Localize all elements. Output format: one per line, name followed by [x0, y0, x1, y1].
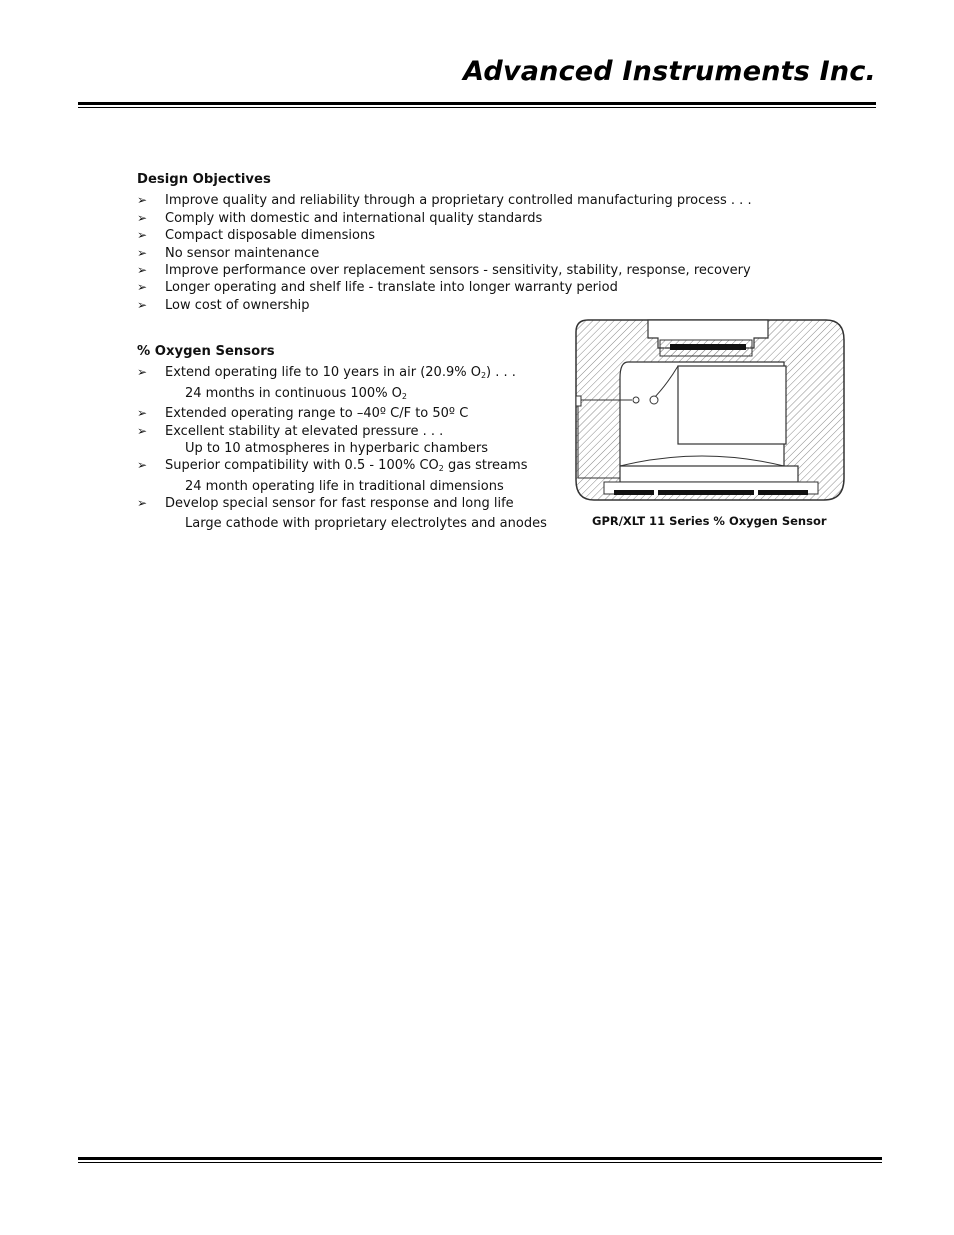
- arrow-bullet-icon: ➢: [137, 458, 148, 473]
- footer-rule-thin: [78, 1162, 882, 1163]
- list-item: ➢ Excellent stability at elevated pressure . . .: [137, 423, 444, 439]
- design-objectives-heading: Design Objectives: [137, 172, 271, 187]
- footer-rule: [78, 1157, 882, 1160]
- list-item: ➢ Develop special sensor for fast response and long life: [137, 496, 514, 512]
- oxygen-sensors-heading: % Oxygen Sensors: [137, 344, 275, 359]
- sensing-membrane: [670, 344, 746, 350]
- arrow-bullet-icon: ➢: [137, 193, 148, 208]
- arrow-bullet-icon: ➢: [137, 210, 148, 225]
- arrow-bullet-icon: ➢: [137, 406, 148, 421]
- list-item: ➢ Superior compatibility with 0.5 - 100% $CO_2$ gas streams: [137, 458, 528, 474]
- arrow-bullet-icon: ➢: [137, 245, 148, 260]
- arrow-bullet-icon: ➢: [137, 496, 148, 511]
- list-item: ➢ Compact disposable dimensions: [137, 228, 375, 244]
- list-item: ➢ Extend operating life to 10 years in air (20.9% $O_2$) . . .: [137, 365, 516, 381]
- list-item: ➢ No sensor maintenance: [137, 245, 320, 261]
- list-item: ➢ Improve quality and reliability through a proprietary controlled manufacturing process . . .: [137, 193, 752, 209]
- arrow-bullet-icon: ➢: [137, 280, 148, 295]
- header-rule: [78, 102, 876, 105]
- list-item-detail: Large cathode with proprietary electrolytes and anodes: [185, 515, 547, 531]
- bottom-contact-plate: [614, 490, 808, 495]
- arrow-bullet-icon: ➢: [137, 423, 148, 438]
- contact-point: [650, 396, 658, 404]
- oxygen-sensor-diagram: [574, 318, 846, 504]
- list-item: ➢ Low cost of ownership: [137, 297, 310, 313]
- list-item: ➢ Comply with domestic and international quality standards: [137, 210, 543, 226]
- arrow-bullet-icon: ➢: [137, 365, 148, 380]
- arrow-bullet-icon: ➢: [137, 263, 148, 278]
- list-item-detail: 24 months in continuous 100% $O_2$: [185, 385, 408, 401]
- header-rule-thin: [78, 107, 876, 108]
- design-objectives-list: [137, 192, 752, 314]
- list-item: ➢ Extended operating range to –40º C/F to 50º C: [137, 406, 469, 422]
- list-item: ➢ Longer operating and shelf life - translate into longer warranty period: [137, 280, 618, 296]
- cathode-plate: [620, 466, 798, 482]
- list-item-detail: 24 month operating life in traditional dimensions: [185, 478, 504, 494]
- oxygen-sensors-list: [137, 364, 547, 532]
- list-item-detail: Up to 10 atmospheres in hyperbaric chambers: [185, 441, 489, 457]
- oxygen-sensors-section: [137, 343, 547, 532]
- design-objectives-section: [137, 171, 752, 314]
- arrow-bullet-icon: ➢: [137, 297, 148, 312]
- list-item: ➢ Improve performance over replacement sensors - sensitivity, stability, response, recovery: [137, 263, 751, 279]
- arrow-bullet-icon: ➢: [137, 228, 148, 243]
- anode-block: [678, 366, 786, 444]
- company-logo-text: Advanced Instruments Inc.: [463, 56, 876, 87]
- figure-caption: GPR/XLT 11 Series % Oxygen Sensor: [592, 514, 827, 528]
